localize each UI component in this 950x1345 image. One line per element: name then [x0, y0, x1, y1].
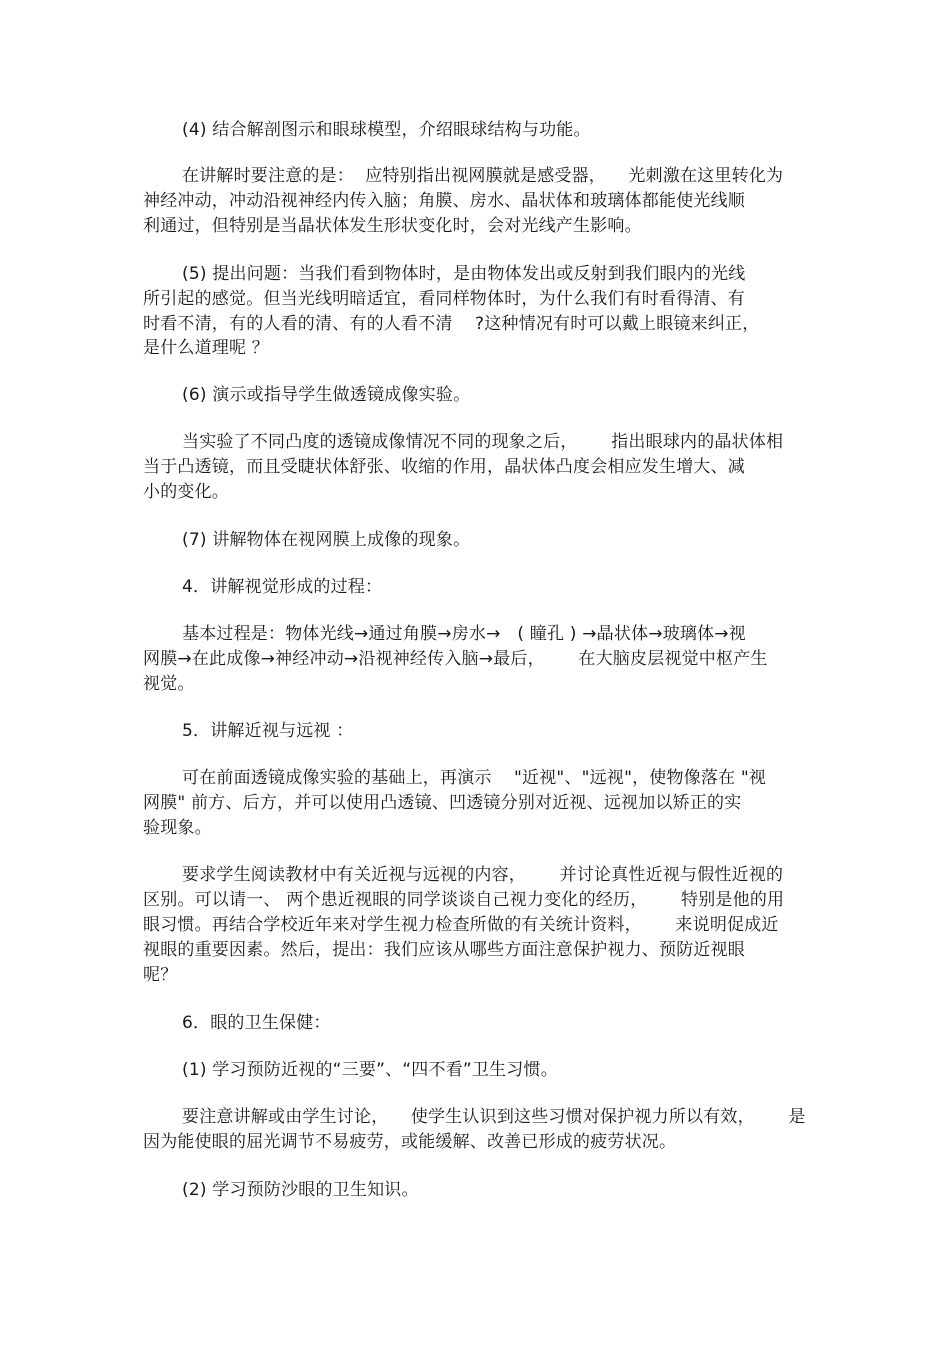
paragraph-5-line-3: 小的变化。	[143, 482, 229, 502]
paragraph-14-line-1: 要注意讲解或由学生讨论， 使学生认识到这些习惯对保护视力所以有效， 是	[182, 1107, 806, 1127]
paragraph-5-line-1: 当实验了不同凸度的透镜成像情况不同的现象之后， 指出眼球内的晶状体相	[182, 432, 784, 452]
paragraph-5-line-2: 当于凸透镜，而且受睫状体舒张、收缩的作用，晶状体凸度会相应发生增大、减	[143, 457, 745, 477]
paragraph-8-line-3: 视觉。	[143, 674, 195, 694]
paragraph-14-line-2: 因为能使眼的屈光调节不易疲劳，或能缓解、改善已形成的疲劳状况。	[143, 1132, 677, 1152]
paragraph-3-line-4: 是什么道理呢 ？	[143, 338, 270, 358]
paragraph-11-line-2: 区别。可以请一、 两个患近视眼的同学谈谈自己视力变化的经历， 特别是他的用	[143, 890, 785, 910]
paragraph-6-line-1: (7) 讲解物体在视网膜上成像的现象。	[182, 530, 471, 550]
paragraph-12-line-1: 6．眼的卫生保健：	[182, 1013, 331, 1033]
paragraph-7-line-1: 4．讲解视觉形成的过程：	[182, 577, 383, 597]
paragraph-8-line-1: 基本过程是：物体光线→通过角膜→房水→ ( 瞳孔 ) →晶状体→玻璃体→视	[182, 624, 746, 644]
paragraph-13-line-1: (1) 学习预防近视的“三要”、“四不看”卫生习惯。	[182, 1060, 558, 1080]
paragraph-8-line-2: 网膜→在此成像→神经冲动→沿视神经传入脑→最后， 在大脑皮层视觉中枢产生	[143, 649, 768, 669]
paragraph-3-line-2: 所引起的感觉。但当光线明暗适宜，看同样物体时，为什么我们有时看得清、有	[143, 289, 745, 309]
paragraph-11-line-3: 眼习惯。再结合学校近年来对学生视力检查所做的有关统计资料， 来说明促成近	[143, 915, 779, 935]
paragraph-10-line-3: 验现象。	[143, 818, 212, 838]
paragraph-3-line-1: (5) 提出问题：当我们看到物体时，是由物体发出或反射到我们眼内的光线	[182, 264, 746, 284]
paragraph-11-line-5: 呢？	[143, 965, 178, 985]
paragraph-3-line-3: 时看不清，有的人看的清、有的人看不清 ?这种情况有时可以戴上眼镜来纠正，	[143, 314, 760, 334]
paragraph-15-line-1: (2) 学习预防沙眼的卫生知识。	[182, 1180, 419, 1200]
paragraph-9-line-1: 5．讲解近视与远视 ：	[182, 721, 354, 741]
paragraph-4-line-1: (6) 演示或指导学生做透镜成像实验。	[182, 385, 471, 405]
paragraph-1-line-1: (4) 结合解剖图示和眼球模型，介绍眼球结构与功能。	[182, 120, 591, 140]
paragraph-2-line-2: 神经冲动，冲动沿视神经内传入脑；角膜、房水、晶状体和玻璃体都能使光线顺	[143, 191, 745, 211]
paragraph-2-line-3: 利通过，但特别是当晶状体发生形状变化时，会对光线产生影响。	[143, 216, 642, 236]
paragraph-2-line-1: 在讲解时要注意的是： 应特别指出视网膜就是感受器， 光刺激在这里转化为	[182, 166, 784, 186]
paragraph-11-line-1: 要求学生阅读教材中有关近视与远视的内容， 并讨论真性近视与假性近视的	[182, 865, 784, 885]
paragraph-10-line-2: 网膜" 前方、后方，并可以使用凸透镜、凹透镜分别对近视、远视加以矫正的实	[143, 793, 742, 813]
paragraph-11-line-4: 视眼的重要因素。然后，提出：我们应该从哪些方面注意保护视力、预防近视眼	[143, 940, 745, 960]
paragraph-10-line-1: 可在前面透镜成像实验的基础上，再演示 "近视"、"远视"，使物像落在 "视	[182, 768, 767, 788]
